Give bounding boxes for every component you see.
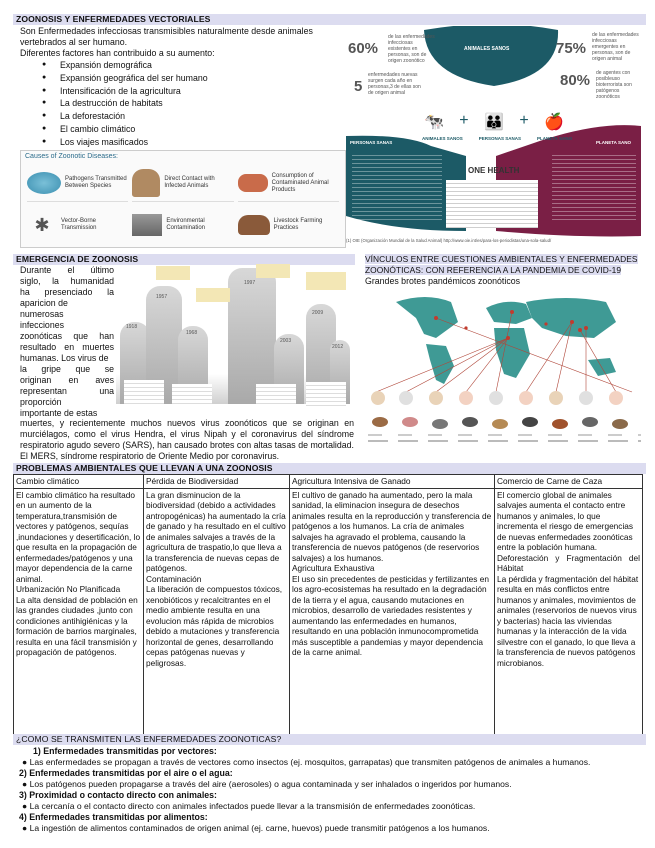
stat-value: 80% (560, 72, 591, 89)
people-icon: 👪 (484, 114, 504, 131)
left-text-lines (352, 152, 442, 222)
col-head: Comercio de Carne de Caza (495, 475, 643, 489)
cause-card: Pathogens Transmitted Between Species (27, 165, 128, 202)
causes-panel (20, 150, 346, 248)
factor-item: ● Expansión demográfica (20, 59, 350, 72)
top-label: ANIMALES SANOS (464, 46, 510, 52)
factor-item: ● El cambio climático (20, 123, 350, 136)
vinculos-title: VÍNCULOS ENTRE CUESTIONES AMBIENTALES Y ENFERMEDADES ZOONÓTICAS: CON REFERENCIA A LA PANDEMIA DE COVID-19 (365, 254, 638, 275)
transmission-text: ● Las enfermedades se propagan a través de vectores como insectos (ej. mosquitos, garrapatas) que transmiten patógenos de animales a humanos. (22, 757, 591, 767)
transmission-text: ● La ingestión de alimentos contaminados de origen animal (ej. carne, huevos) puede transmitir patógenos a los humanos. (22, 823, 490, 833)
transmission-text: ● La cercanía o el contacto directo con animales infectados puede llevar a la transmisión de enfermedades zoonóticas. (22, 801, 476, 811)
cause-card: ✱ Vector-Borne Transmission (27, 206, 128, 243)
tombstone-illustration: 1918 1957 1968 1997 2003 2009 2012 (116, 264, 350, 418)
factor-item: ● Intensificación de la agricultura (20, 85, 350, 98)
cause-card: Direct Contact with Infected Animals (132, 165, 233, 202)
factor-item: ● Los viajes masificados (20, 136, 350, 149)
factor-item: ● La deforestación (20, 110, 350, 123)
world-map (366, 288, 641, 450)
one-health-label: ONE HEALTH (468, 166, 520, 175)
pathogen-icon (27, 172, 61, 194)
section-title-zoonosis: ZOONOSIS Y ENFERMEDADES VECTORIALES (13, 14, 646, 25)
right-label: PLANETA SANO (596, 140, 632, 145)
transmission-head: 3) Proximidad o contacto directo con animales: (19, 790, 217, 800)
section-title-transmision: ¿COMO SE TRANSMITEN LAS ENFERMEDADES ZOONOTICAS? (13, 734, 646, 745)
cause-card: Consumption of Contaminated Animal Products (238, 165, 339, 202)
section-title-emergencia: EMERGENCIA DE ZOONOSIS (13, 254, 355, 265)
transmission-head: 2) Enfermedades transmitidas por el aire o el agua: (19, 768, 233, 778)
factory-icon (132, 214, 162, 236)
icon-row: 🐄 + 👪 + 🍎 (424, 112, 564, 131)
stat-text: enfermedades nuevas surgen cada año en personas,3 de ellas son de origen animal (368, 72, 421, 96)
center-text-lines (446, 180, 538, 228)
right-text-lines (552, 152, 636, 222)
problem-cell: La gran disminucion de la biodiversidad (debido a actividades antropogénicas) ha aumentado la cría de ganado y ha resultado en el cultivo de animales salvajes a través de la agricultura de traspatio,lo que lleva a la transferencia de nuevas cepas de patógenos. Contaminación La liberación de compuestos tóxicos, xenobióticos y recalcitrantes en el medio ambiente resulta en una evolucion más rápida de microbios debido a mutaciones y transferencia horizontal de genes, desarrollando cepas patógenas nuevas y peligrosas. (144, 488, 290, 735)
apple-icon: 🍎 (544, 114, 564, 131)
factors-label: Diferentes factores han contribuido a su aumento: (20, 48, 215, 58)
outbreak-map (366, 288, 641, 450)
label-row: ANIMALES SANOS PERSONAS SANAS PLANETA SANO (422, 136, 572, 141)
emergencia-narrow-text: Durante el último siglo, la humanidad ha presenciado la aparicion de numerosas infecciones zoonóticas que han resultado en muertes humanas. Los virus de la gripe que se originan en aves representan una proporción importante de estas (20, 265, 114, 418)
problemas-table-wrap (13, 474, 642, 734)
col-head: Agricultura Intensiva de Ganado (290, 475, 495, 489)
col-head: Pérdida de Biodiversidad (144, 475, 290, 489)
cause-card: Livestock Farming Practices (238, 206, 339, 243)
cause-card: Environmental Contamination (132, 206, 233, 243)
stat-value: 5 (354, 78, 363, 95)
causes-title: Causes of Zoonotic Diseases: (25, 153, 118, 160)
col-head: Cambio climático (14, 475, 144, 489)
person-dog-icon (132, 169, 160, 197)
section-title-problemas: PROBLEMAS AMBIENTALES QUE LLEVAN A UNA ZOONOSIS (13, 463, 646, 474)
transmission-text: ● Los patógenos pueden propagarse a través del aire (aerosoles) o agua contaminada y ser inhalados o ingeridos por humanos. (22, 779, 512, 789)
stat-text: de las enfermedades infecciosas emergentes en personas, son de origen animal (592, 32, 639, 62)
livestock-icon (238, 215, 270, 235)
problem-cell: El cambio climático ha resultado en un aumento de la temperatura,transmisión de vectores y patógenos, sequías ,inundaciones y desertificación, lo que resulta en la propagación de enfermedades/patógenos y una mayor dependencia de la carne animal. Urbanización No Planificada La alta densidad de población en las grandes ciudades ,junto con condiciones antihigiénicas y la formación de barrios marginales, resulta en una fácil transmisión y propagación de patógenos. (14, 488, 144, 735)
vinculos-subtitle: Grandes brotes pandémicos zoonóticos (365, 276, 521, 286)
transmission-head: 1) Enfermedades transmitidas por vectores: (33, 746, 217, 756)
intro-text: Son Enfermedades infecciosas transmisibles naturalmente desde animales vertebrados al ser humano. (20, 26, 313, 47)
left-label: PERSONAS SANAS (350, 140, 393, 145)
meat-icon (238, 174, 268, 192)
stat-value: 60% (348, 40, 379, 57)
vinculos-block (365, 254, 641, 287)
problemas-table (13, 474, 643, 736)
factor-item: ● La destrucción de habitats (20, 97, 350, 110)
problem-cell: El comercio global de animales salvajes aumenta el contacto entre humanos y animales, lo que incrementa el riesgo de emergencias de nuevas enfermedades zoonóticas entre la población humana. Deforestación y Fragmentación del Hábitat La pérdida y fragmentación del hábitat resulta en más conflictos entre humanos y animales, movimientos de animales (reservorios de nuevos virus y bacterias) hacia las viviendas humanas y la interacción de la vida silvestre con el ganado, lo que lleva a la transferencia de nuevos patógenos microbianos. (495, 488, 643, 735)
mosquito-icon: ✱ (34, 214, 50, 235)
cow-icon: 🐄 (424, 114, 444, 131)
factor-item: ● Expansión geográfica del ser humano (20, 72, 350, 85)
stat-text: de agentes con posibleuso bioterrorista son patógenos zoonóticos (596, 70, 632, 100)
problem-cell: El cultivo de ganado ha aumentado, pero la mala sanidad, la eliminacion insegura de desechos animales resulta en la reproducción y transferencia de patógenos a los humanos. La cría de animales salvajes ha agravado el problema, causando la transferencia de nuevos patógenos (de reservorios salvajes) a los humanos. Agricultura Exhaustiva El uso sin precedentes de pesticidas y fertilizantes en los agro-ecosistemas ha resultado en la degradación de la tierra y el agua, causando mutaciones en microbios, desarrollo de variedades resistentes y aumentando las enfermedades en humanos, resultando en una población inmunocomprometida más susceptible a pandemias y mayor dependencia de la carne animal. (290, 488, 495, 735)
transmision-list (13, 746, 643, 834)
source-note: (1) OIE (Organización Mundial de la Salud Animal) http://www.oie.int/es/para-los-periodistas/una-sola-salud/ (346, 238, 552, 243)
stat-value: 75% (556, 40, 587, 57)
emergencia-wide-text: muertes, y recientemente muchos nuevos virus zoonóticos que se originan en murciélagos, como el virus Hendra, el virus Nipah y el coronavirus del síndrome respiratorio agudo severo (SARS), han causado brotes con altas tasas de mortalidad. El MERS, síndrome respiratorio de Oriente Medio por coronavirus. (20, 418, 354, 461)
stat-text: de las enfermedades infecciosas existentes en personas, son de origen zoonótico (388, 34, 435, 64)
factors-list (20, 59, 350, 149)
one-health-infographic (346, 26, 641, 248)
transmission-head: 4) Enfermedades transmitidas por alimentos: (19, 812, 208, 822)
